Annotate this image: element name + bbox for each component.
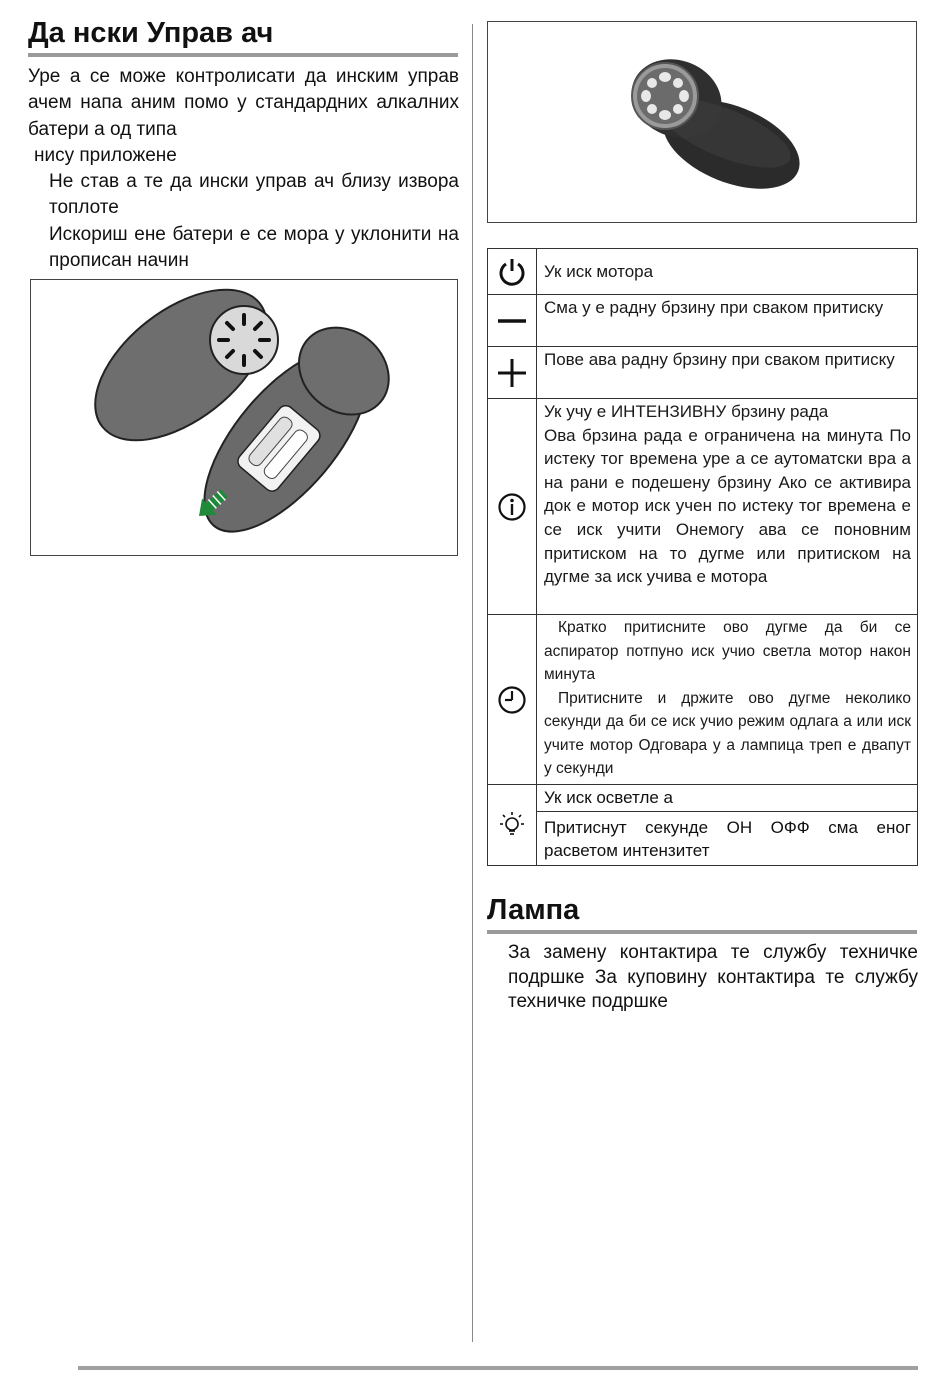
minus-icon [496, 305, 528, 337]
column-divider [472, 24, 473, 1342]
table-row [488, 785, 918, 866]
timer-description: Кратко притисните ово дугме да би се аспиратор потпуно иск учио светла мотор након минута Притисните и држите ово дугме неколико секунди да би се иск учио режим одлага а или иск учите мотор Одговара у а лампица треп е двапут у секунди [537, 615, 918, 785]
disposal-note: Искориш ене батери е се мора у уклонити на прописан начин [49, 223, 459, 272]
batteries-not-included: нису приложене [34, 144, 177, 166]
heat-warning: Не став а те да ински управ ач близу извора топлоте [49, 171, 459, 219]
light-toggle-text: Ук иск осветле а [537, 785, 917, 812]
lamp-heading: Лампа [487, 893, 917, 934]
light-dim-text: Притиснут секунде ОН ОФФ сма еног расветом интензитет [544, 817, 911, 861]
remote-battery-illustration [31, 280, 457, 555]
battery-compartment-figure [30, 279, 458, 556]
button-function-table [487, 248, 918, 866]
intensive-description: Ук учу е ИНТЕНЗИВНУ брзину рада Ова брзина рада е ограничена на минута По истеку тог времена уре а се аутоматски вра а на рани е подешену брзину Ако се активира док е мотор иск учен по истеку тог времена е се иск учити Онемогу ава се поновним притиском на то дугме или притиском на дугме за иск учива е мотора [537, 399, 918, 615]
light-description [537, 785, 918, 866]
timer-button-cell [488, 615, 537, 785]
minus-button-cell [488, 295, 537, 347]
power-button-cell [488, 249, 537, 295]
plus-description: Пове ава радну брзину при сваком притиску [537, 347, 918, 399]
remote-control-figure [487, 21, 917, 223]
power-icon [496, 256, 528, 288]
info-icon [497, 492, 527, 522]
remote-control-description [28, 64, 459, 274]
table-row [488, 399, 918, 615]
timer-icon [497, 685, 527, 715]
light-button-cell [488, 785, 537, 866]
battery-paragraph: Уре а се може контролисати да инским управ ачем напа аним помо у стандардних алкалних батери а од типа [28, 66, 459, 140]
plus-button-cell [488, 347, 537, 399]
minus-description: Сма у е радну брзину при сваком притиску [537, 295, 918, 347]
table-row [488, 347, 918, 399]
footer-rule [78, 1366, 918, 1370]
table-row [488, 615, 918, 785]
plus-icon [496, 357, 528, 389]
table-row [488, 295, 918, 347]
table-row [488, 249, 918, 295]
lamp-description: За замену контактира те службу техничке подршке За куповину контактира те службу техничке подршке [508, 942, 918, 1012]
remote-control-photo [488, 22, 916, 222]
light-icon [497, 810, 527, 840]
intensive-button-cell [488, 399, 537, 615]
power-description: Ук иск мотора [537, 249, 918, 295]
remote-control-heading: Да нски Управ ач [28, 16, 458, 57]
